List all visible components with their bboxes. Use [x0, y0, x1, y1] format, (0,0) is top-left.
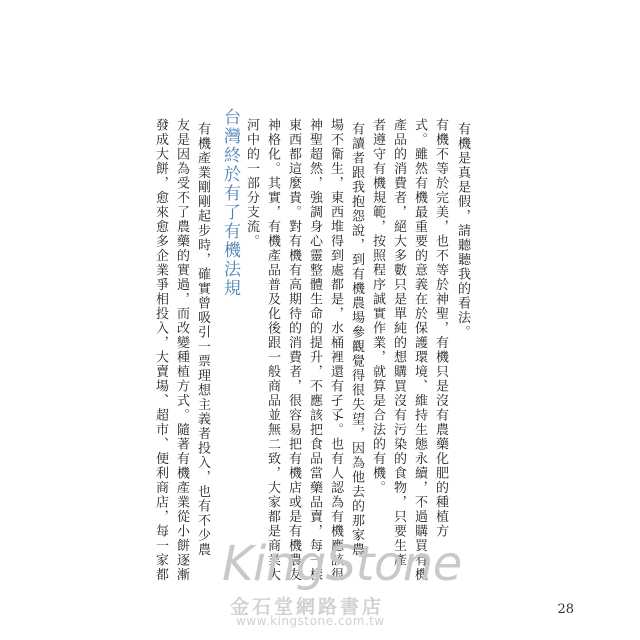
- text-column: 發成大餅，愈來愈多企業爭相投入，大賣場、超市、便利商店，每一家都: [153, 118, 168, 582]
- page-number: 28: [557, 602, 574, 617]
- text-column: 有機不等於完美，也不等於神聖，有機只是沒有農藥化肥的種植方: [433, 118, 448, 539]
- section-heading: 台灣終於有了有機法規: [220, 108, 240, 298]
- text-column: 場不衛生，東西堆得到處都是，水桶裡還有孑孓。也有人認為有機應該很: [328, 118, 343, 582]
- text-column: 有機是真是假，請聽聽我的看法。: [455, 122, 470, 340]
- text-column: 式。雖然有機最重要的意義在於保護環境、維持生態永續，不過購買有機: [412, 118, 427, 582]
- text-column: 產品的消費者，絕大多數只是單純的想購買沒有污染的食物，只要生產: [391, 118, 406, 568]
- text-column: 有機產業剛剛起步時，確實曾吸引一票理想主義者投入，也有不少農: [195, 122, 210, 557]
- text-column: 者遵守有機規範，按照程序誠實作業，就算是合法的有機。: [370, 118, 385, 495]
- watermark-logo: KingStone: [222, 536, 462, 592]
- text-column: 有讀者跟我抱怨說，到有機農場參觀覺得很失望，因為他去的那家農: [349, 122, 364, 557]
- text-column: 友是因為受不了農藥的實過，而改變種植方式。隨著有機產業從小餅逐漸: [174, 118, 189, 582]
- watermark-url: www.kingstone.com.tw: [236, 614, 385, 628]
- watermark-store-name: 金石堂網路書店: [230, 596, 385, 618]
- text-column: 神聖超然，強調身心靈整體生命的提升，不應該把食品當藥品賣，每一樣: [307, 118, 322, 582]
- text-column: 神格化。其實，有機產品普及化後跟一般商品並無二致，大家都是商業大: [265, 118, 280, 582]
- text-column: 東西都這麼貴。對有機有高期待的消費者，很容易把有機店或是有機農友: [286, 118, 301, 582]
- text-column: 河中的一部分支流。: [244, 118, 259, 249]
